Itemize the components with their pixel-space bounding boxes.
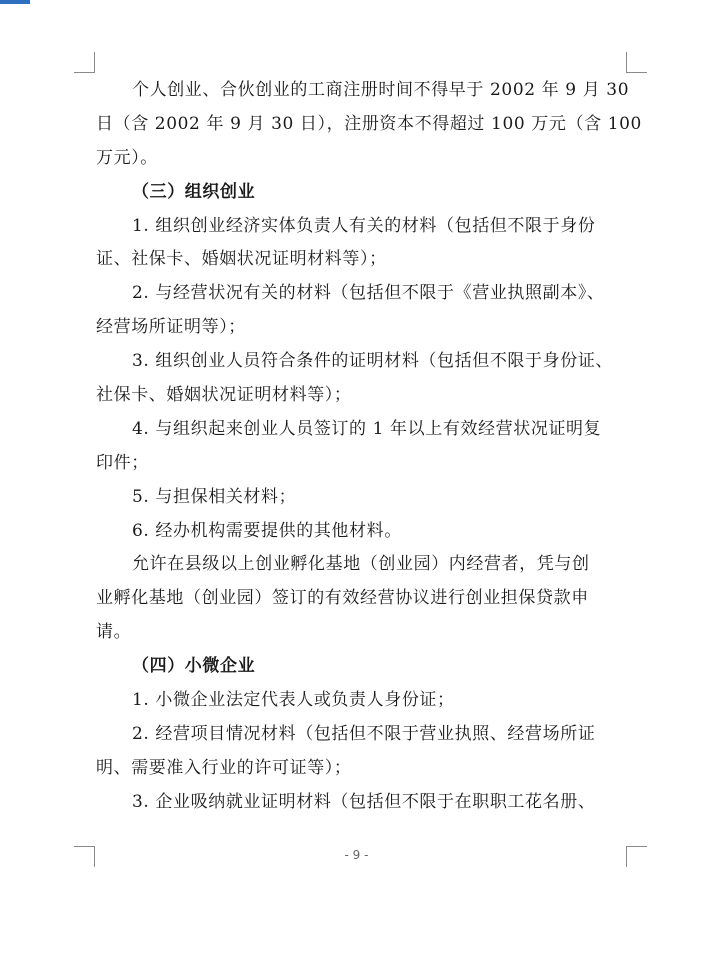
paragraph-line: 社保卡、婚姻状况证明材料等）；: [96, 385, 352, 406]
paragraph-line: 3. 组织创业人员符合条件的证明材料（包括但不限于身份证、: [132, 351, 614, 372]
crop-mark-top-right: [626, 52, 647, 73]
paragraph-line: 6. 经办机构需要提供的其他材料。: [132, 520, 402, 541]
paragraph-line: 1. 组织创业经济实体负责人有关的材料（包括但不限于身份: [132, 215, 596, 236]
paragraph-line: 个人创业、合伙创业的工商注册时间不得早于 2002 年 9 月 30: [132, 80, 630, 100]
crop-mark-top-left: [74, 52, 95, 73]
paragraph-line: 2. 经营项目情况材料（包括但不限于营业执照、经营场所证: [132, 723, 596, 744]
paragraph-line: 5. 与担保相关材料；: [132, 486, 297, 507]
paragraph-line: 证、社保卡、婚姻状况证明材料等）；: [96, 249, 387, 270]
paragraph-line: 4. 与组织起来创业人员签订的 1 年以上有效经营状况证明复: [132, 418, 602, 439]
section-heading: （四）小微企业: [132, 656, 256, 677]
paragraph-line: 经营场所证明等）；: [96, 317, 246, 338]
paragraph-line: 2. 与经营状况有关的材料（包括但不限于《营业执照副本》、: [132, 283, 605, 304]
document-body: [96, 74, 642, 820]
paragraph-line: 业孵化基地（创业园）签订的有效经营协议进行创业担保贷款申: [96, 588, 589, 609]
paragraph-line: 允许在县级以上创业孵化基地（创业园）内经营者，凭与创: [132, 554, 590, 575]
paragraph-line: 3. 企业吸纳就业证明材料（包括但不限于在职职工花名册、: [132, 791, 596, 812]
paragraph-line: 万元）。: [96, 147, 158, 168]
paragraph-line: 日（含 2002 年 9 月 30 日），注册资本不得超过 100 万元（含 100: [96, 113, 642, 134]
paragraph-line: 明、需要准入行业的许可证等）；: [96, 757, 352, 778]
section-heading: （三）组织创业: [132, 181, 256, 202]
paragraph-line: 请。: [96, 622, 132, 643]
page-number: - 9 -: [344, 848, 369, 862]
paragraph-line: 1. 小微企业法定代表人或负责人身份证；: [132, 690, 455, 711]
paragraph-line: 印件；: [96, 452, 149, 473]
